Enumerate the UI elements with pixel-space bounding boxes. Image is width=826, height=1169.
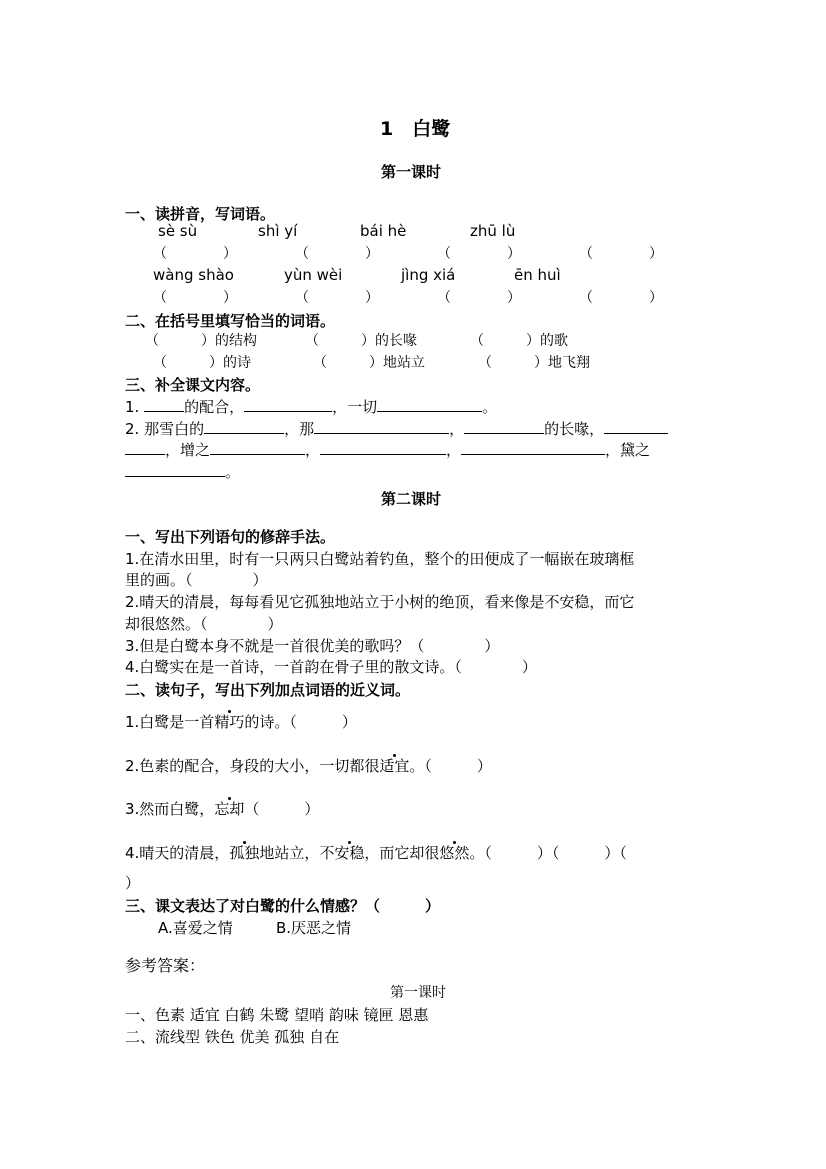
l2-q1-s4: 4.白鹭实在是一首诗，一首韵在骨子里的散文诗。（ ）: [125, 658, 537, 676]
answer-1: 一、色素 适宜 白鹤 朱鹭 望哨 韵味 镜匣 恩惠: [125, 1006, 429, 1024]
l2-q2-s4: 4.晴天的清晨，孤独地站立，不安稳，而它却很悠然。（ ）（ ）（: [125, 844, 627, 862]
pinyin-6: yùn wèi: [284, 266, 343, 284]
answer-paren-4[interactable]: （ ）: [579, 246, 663, 262]
pinyin-5: wàng shào: [153, 266, 234, 284]
dotted-word: 适宜: [379, 757, 410, 775]
answer-paren-6[interactable]: （ ）: [295, 290, 379, 306]
l2-q2-s3: 3.然而白鹭，忘却（ ）: [125, 800, 320, 818]
pinyin-4: zhū lù: [470, 222, 516, 240]
blank[interactable]: [125, 462, 225, 477]
l1-q3-sentence-2-line2: ，增之 ， ， ，黛之: [125, 440, 650, 460]
blank[interactable]: [144, 397, 184, 412]
blank[interactable]: [377, 397, 482, 412]
answer-paren-3[interactable]: （ ）: [437, 246, 521, 262]
answer-paren-1[interactable]: （ ）: [153, 246, 237, 262]
fill-beak[interactable]: （ ）的长喙: [305, 333, 417, 349]
l1-q1-label: 一、读拼音，写词语。: [125, 205, 276, 223]
pinyin-2: shì yí: [258, 222, 298, 240]
l2-q2-s2: 2.色素的配合，身段的大小，一切都很适宜。（ ）: [125, 757, 492, 775]
answer-paren-2[interactable]: （ ）: [295, 246, 379, 262]
l1-q3-sentence-2-line3: 。: [125, 462, 240, 482]
blank[interactable]: [461, 440, 605, 455]
answers-label: 参考答案：: [125, 956, 206, 975]
blank[interactable]: [314, 419, 449, 434]
pinyin-8: ēn huì: [514, 266, 561, 284]
blank[interactable]: [244, 397, 332, 412]
fill-structure[interactable]: （ ）的结构: [145, 333, 257, 349]
dotted-word: 精巧: [214, 713, 245, 731]
blank[interactable]: [125, 440, 165, 455]
dotted-word: 悠然: [439, 844, 470, 862]
l1-q3-sentence-1: 1. 的配合， ，一切 。: [125, 398, 498, 416]
l1-q2-label: 二、在括号里填写恰当的词语。: [125, 312, 336, 330]
l2-q1-label: 一、写出下列语句的修辞手法。: [125, 528, 336, 546]
blank[interactable]: [604, 419, 668, 434]
option-a[interactable]: A.喜爱之情: [158, 919, 233, 937]
l2-q2-s4-line2: ）: [125, 874, 141, 892]
page-title: 1 白鹭: [380, 118, 451, 140]
lesson2-heading: 第二课时: [381, 490, 442, 508]
answers-heading: 第一课时: [390, 985, 446, 1001]
fill-stand[interactable]: （ ）地站立: [313, 355, 425, 371]
pinyin-3: bái hè: [360, 222, 407, 240]
l2-q1-s1-line2: 里的画。（ ）: [125, 571, 268, 589]
blank[interactable]: [320, 440, 446, 455]
fill-poem[interactable]: （ ）的诗: [153, 355, 251, 371]
answer-paren-5[interactable]: （ ）: [153, 290, 237, 306]
l2-q3-label: 三、课文表达了对白鹭的什么情感？（ ）: [125, 897, 441, 915]
l2-q1-s2-line2: 却很悠然。（ ）: [125, 615, 283, 633]
lesson1-heading: 第一课时: [381, 163, 442, 181]
fill-fly[interactable]: （ ）地飞翔: [478, 355, 590, 371]
answer-paren-8[interactable]: （ ）: [579, 290, 663, 306]
l2-q1-s2-line1: 2.晴天的清晨，每每看见它孤独地站立于小树的绝顶，看来像是不安稳，而它: [125, 593, 635, 611]
l2-q1-s3: 3.但是白鹭本身不就是一首很优美的歌吗？（ ）: [125, 637, 500, 655]
blank[interactable]: [464, 419, 544, 434]
pinyin-7: jìng xiá: [401, 266, 456, 284]
l1-q3-sentence-2: 2. 那雪白的 ，那 ， 的长喙，: [125, 419, 668, 439]
blank[interactable]: [210, 440, 305, 455]
l1-q3-label: 三、补全课文内容。: [125, 376, 261, 394]
fill-song[interactable]: （ ）的歌: [470, 333, 568, 349]
blank[interactable]: [204, 419, 284, 434]
l2-q1-s1-line1: 1.在清水田里，时有一只两只白鹭站着钓鱼，整个的田便成了一幅嵌在玻璃框: [125, 550, 635, 568]
pinyin-1: sè sù: [158, 222, 198, 240]
dotted-word: 安稳: [334, 844, 365, 862]
dotted-word: 忘却: [214, 800, 245, 818]
l2-q2-s1: 1.白鹭是一首精巧的诗。（ ）: [125, 713, 357, 731]
answer-2: 二、流线型 铁色 优美 孤独 自在: [125, 1028, 340, 1046]
l2-q2-label: 二、读句子，写出下列加点词语的近义词。: [125, 681, 411, 699]
dotted-word: 孤独: [229, 844, 260, 862]
option-b[interactable]: B.厌恶之情: [276, 919, 352, 937]
answer-paren-7[interactable]: （ ）: [437, 290, 521, 306]
